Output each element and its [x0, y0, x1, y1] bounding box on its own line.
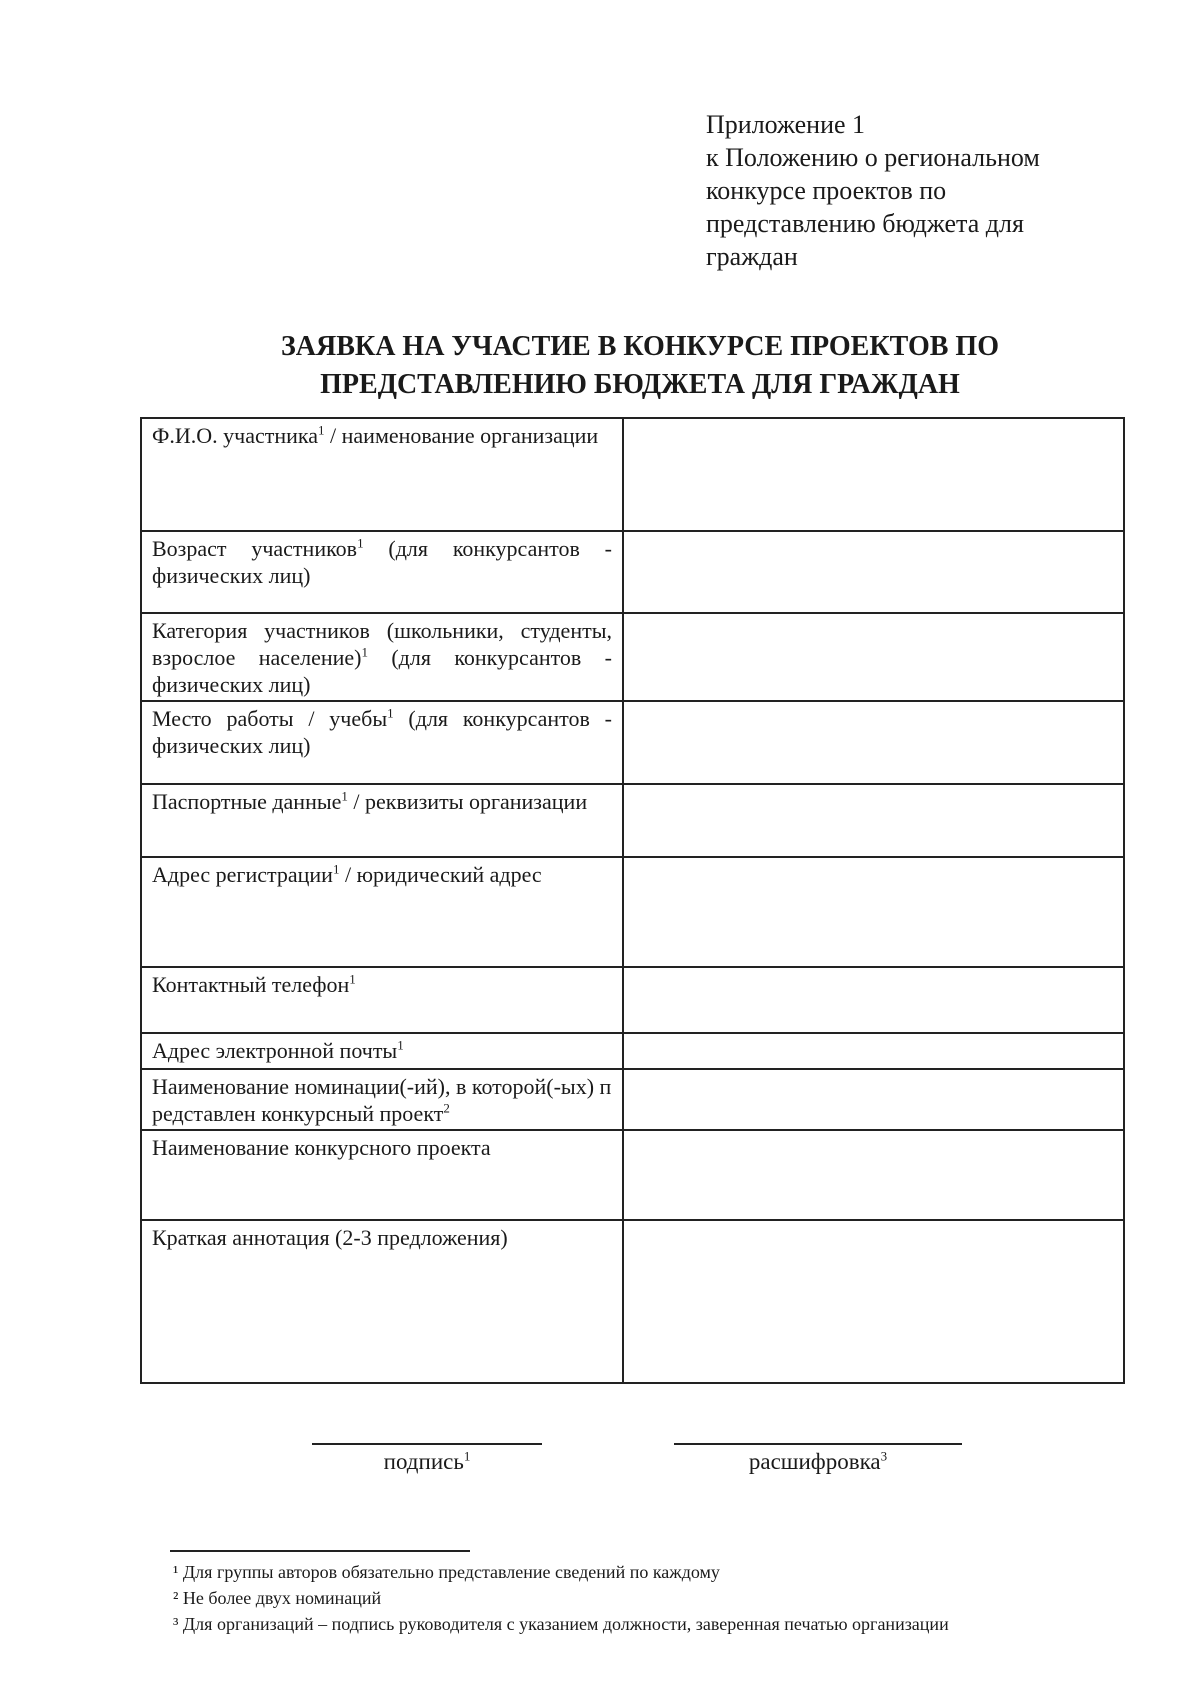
- footnote-ref: 1: [397, 1037, 404, 1053]
- row-label: [141, 418, 623, 531]
- row-label: [141, 613, 623, 701]
- footnote-1: [173, 1559, 1173, 1585]
- form-row-annotation: [141, 1220, 1124, 1383]
- form-row-address: [141, 857, 1124, 967]
- form-row-workplace: [141, 701, 1124, 784]
- label-text: / реквизиты организации: [347, 789, 588, 814]
- label-text: (для конкурсантов - физических лиц): [152, 645, 612, 697]
- row-label: [141, 1130, 623, 1220]
- annotation-field[interactable]: [623, 1220, 1124, 1383]
- label-text: (для конкурсантов - физических лиц): [152, 706, 613, 758]
- form-row-participant-name: [141, 418, 1124, 531]
- row-label: [141, 701, 623, 784]
- footnote-ref: 1: [361, 644, 368, 660]
- footnote-mark: ²: [173, 1588, 179, 1608]
- footnote-2: [173, 1585, 1173, 1611]
- form-row-phone: [141, 967, 1124, 1033]
- appendix-line: Приложение 1: [706, 110, 866, 139]
- row-label: [141, 1220, 623, 1383]
- footnote-text: Для группы авторов обязательно представление сведений по каждому: [178, 1562, 720, 1582]
- footnote-ref: 3: [880, 1448, 888, 1464]
- decode-line[interactable]: [674, 1443, 962, 1445]
- form-row-project-name: [141, 1130, 1124, 1220]
- label-text: Ф.И.О. участника: [152, 423, 319, 448]
- footnote-ref: 2: [443, 1100, 450, 1116]
- row-label: [141, 531, 623, 613]
- row-label: [141, 1069, 623, 1130]
- title-line-1: ЗАЯВКА НА УЧАСТИЕ В КОНКУРСЕ ПРОЕКТОВ ПО: [281, 331, 999, 362]
- footnote-ref: 1: [387, 705, 394, 721]
- label-text: Возраст участников: [152, 536, 358, 561]
- signature-label: [312, 1447, 542, 1477]
- appendix-note: [706, 108, 1126, 273]
- footnotes: [173, 1559, 1173, 1637]
- email-field[interactable]: [623, 1033, 1124, 1069]
- footnote-separator: [170, 1550, 470, 1552]
- label-text: Адрес электронной почты: [152, 1038, 398, 1063]
- application-form-table: [140, 417, 1125, 1384]
- age-field[interactable]: [623, 531, 1124, 613]
- signature-label-text: подпись: [383, 1449, 464, 1474]
- footnote-mark: ¹: [173, 1562, 179, 1582]
- label-text: Адрес регистрации: [152, 862, 333, 887]
- nomination-field[interactable]: [623, 1069, 1124, 1130]
- footnote-ref: 1: [341, 788, 348, 804]
- passport-field[interactable]: [623, 784, 1124, 857]
- footnote-ref: 1: [463, 1448, 471, 1464]
- workplace-field[interactable]: [623, 701, 1124, 784]
- label-text: / наименование организации: [324, 423, 599, 448]
- row-label: [141, 1033, 623, 1069]
- label-text: Краткая аннотация (2-3 предложения): [152, 1225, 508, 1250]
- label-text: Место работы / учебы: [152, 706, 388, 731]
- label-text: / юридический адрес: [339, 862, 542, 887]
- label-text: Наименование конкурсного проекта: [152, 1135, 491, 1160]
- appendix-line: представлению бюджета для: [706, 209, 1024, 238]
- title-line-2: ПРЕДСТАВЛЕНИЮ БЮДЖЕТА ДЛЯ ГРАЖДАН: [320, 369, 960, 400]
- footnote-3: [173, 1611, 1173, 1637]
- label-text: Паспортные данные: [152, 789, 342, 814]
- label-text: Категория участников (школьники, студенты, взрослое население): [152, 618, 612, 670]
- decode-label-text: расшифровка: [748, 1449, 881, 1474]
- footnote-text: Для организаций – подпись руководителя с указанием должности, заверенная печатью организации: [178, 1614, 949, 1634]
- label-text: (для конкурсантов - физических лиц): [152, 536, 612, 588]
- category-field[interactable]: [623, 613, 1124, 701]
- form-row-nomination: [141, 1069, 1124, 1130]
- row-label: [141, 857, 623, 967]
- address-field[interactable]: [623, 857, 1124, 967]
- footnote-ref: 1: [349, 971, 356, 987]
- footnote-ref: 1: [318, 422, 325, 438]
- form-row-category: [141, 613, 1124, 701]
- footnote-mark: ³: [173, 1614, 179, 1634]
- appendix-line: граждан: [706, 242, 798, 271]
- label-text: Контактный телефон: [152, 972, 350, 997]
- row-label: [141, 784, 623, 857]
- document-title: [140, 328, 1140, 404]
- decode-label: [674, 1447, 962, 1477]
- project-name-field[interactable]: [623, 1130, 1124, 1220]
- label-text: Наименование номинации(-ий), в которой(-ых) представлен конкурсный проект: [152, 1074, 612, 1126]
- form-row-passport: [141, 784, 1124, 857]
- appendix-line: конкурсе проектов по: [706, 176, 947, 205]
- appendix-line: к Положению о региональном: [706, 143, 1040, 172]
- row-label: [141, 967, 623, 1033]
- participant-name-field[interactable]: [623, 418, 1124, 531]
- signature-line[interactable]: [312, 1443, 542, 1445]
- footnote-text: Не более двух номинаций: [178, 1588, 382, 1608]
- phone-field[interactable]: [623, 967, 1124, 1033]
- footnote-ref: 1: [332, 861, 340, 877]
- form-row-age: [141, 531, 1124, 613]
- footnote-ref: 1: [357, 535, 364, 551]
- form-row-email: [141, 1033, 1124, 1069]
